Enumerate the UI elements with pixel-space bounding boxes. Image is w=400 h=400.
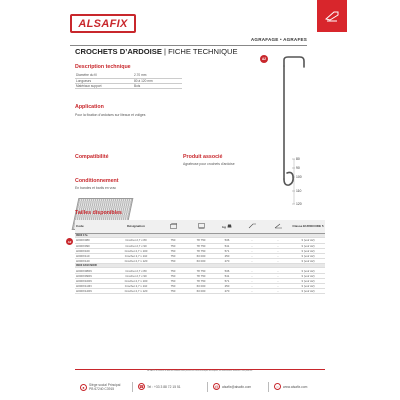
table-cell: H000X080N bbox=[75, 268, 113, 274]
table-cell: Crochet 2,7 x 110 bbox=[113, 253, 159, 258]
table-cell: 63 000 bbox=[187, 253, 215, 258]
conditionnement-heading: Conditionnement bbox=[75, 178, 119, 184]
footer-phone bbox=[138, 383, 181, 390]
table-cell: 3 (voir A2) bbox=[291, 274, 325, 279]
table-cell: 750 bbox=[159, 289, 187, 294]
table-cell: - bbox=[239, 237, 265, 243]
application-text: Pour la fixation d’ardoises sur liteaux et voliges bbox=[75, 113, 146, 117]
table-cell: 78 750 bbox=[187, 268, 215, 274]
dimension-label: 100 bbox=[296, 175, 302, 179]
header-divider bbox=[70, 45, 307, 46]
description-value: 2.70 mm bbox=[133, 73, 182, 78]
table-cell: 250 bbox=[215, 253, 239, 258]
table-cell: - bbox=[239, 279, 265, 284]
table-cell: Crochet 2,7 x 90 bbox=[113, 274, 159, 279]
table-cell: - bbox=[265, 279, 291, 284]
phone-icon: ☎ bbox=[139, 384, 144, 389]
sizes-body bbox=[75, 233, 325, 294]
brand-logo: ALSAFIX bbox=[70, 14, 136, 33]
table-cell: 63 000 bbox=[187, 258, 215, 263]
table-cell: H000X090N bbox=[75, 274, 113, 279]
table-cell: 536 bbox=[215, 237, 239, 243]
table-cell: Crochet 2,7 x 120 bbox=[113, 258, 159, 263]
conditionnement-text: En bandes et barils en vrac bbox=[75, 186, 117, 190]
hook-drawing bbox=[270, 54, 320, 216]
table-cell: 270 bbox=[215, 258, 239, 263]
dimension-label: 80 bbox=[296, 157, 300, 161]
table-cell: 78 750 bbox=[187, 279, 215, 284]
table-cell: Crochet 2,7 x 90 bbox=[113, 243, 159, 248]
table-cell: 250 bbox=[215, 284, 239, 289]
col-angle-icon bbox=[265, 220, 291, 233]
table-cell: 3 (voir A2) bbox=[291, 237, 325, 243]
email-icon: @ bbox=[214, 384, 219, 389]
footer-address bbox=[80, 383, 120, 391]
produit-heading: Produit associé bbox=[183, 154, 223, 160]
weight-icon bbox=[227, 223, 232, 228]
description-value: Bois bbox=[133, 83, 182, 88]
description-key: Diamètre du fil bbox=[75, 73, 133, 78]
table-cell: 750 bbox=[159, 253, 187, 258]
table-cell: 750 bbox=[159, 258, 187, 263]
description-value: 80 à 120 mm bbox=[133, 78, 182, 83]
sizes-table bbox=[75, 220, 325, 294]
table-cell: 63 000 bbox=[187, 289, 215, 294]
table-cell: 571 bbox=[215, 279, 239, 284]
table-cell: Crochet 2,7 x 100 bbox=[113, 248, 159, 253]
weight-label: kg bbox=[222, 225, 226, 230]
table-cell: - bbox=[239, 289, 265, 294]
description-key: Longueurs bbox=[75, 78, 133, 83]
location-icon: ● bbox=[80, 384, 87, 391]
col-pallet-icon bbox=[187, 220, 215, 233]
corner-tab bbox=[317, 0, 347, 32]
table-cell: 3 (voir A2) bbox=[291, 279, 325, 284]
footer-separator bbox=[132, 382, 133, 392]
footer-web[interactable] bbox=[274, 383, 307, 390]
footer-separator bbox=[207, 382, 208, 392]
table-cell: 541 bbox=[215, 274, 239, 279]
table-cell: H000X120 bbox=[75, 258, 113, 263]
group-label: INOX 18/10 NOIR bbox=[75, 263, 325, 267]
web-text[interactable]: www.alsafix.com bbox=[283, 384, 308, 389]
title-bold: CROCHETS D’ARDOISE bbox=[75, 47, 162, 56]
table-row bbox=[75, 289, 325, 294]
table-cell: H000X100 bbox=[75, 248, 113, 253]
table-cell: Crochet 2,7 x 110 bbox=[113, 284, 159, 289]
table-cell: - bbox=[239, 243, 265, 248]
table-cell: 750 bbox=[159, 248, 187, 253]
table-cell: 78 750 bbox=[187, 248, 215, 253]
table-cell: 63 000 bbox=[187, 284, 215, 289]
address-line-2: PB 67240 C3915 bbox=[89, 387, 115, 391]
table-cell: 750 bbox=[159, 279, 187, 284]
stapler-icon bbox=[325, 9, 339, 22]
table-cell: 78 750 bbox=[187, 274, 215, 279]
footer-notice: ALSAFIX se réserve le droit de modifier sans préavis les caractéristiques techniques, les informations relatives à ses produits. bbox=[147, 370, 253, 372]
footer-email[interactable] bbox=[213, 383, 251, 390]
angle-icon bbox=[274, 223, 283, 229]
table-cell: 3 (voir A2) bbox=[291, 284, 325, 289]
table-cell: - bbox=[239, 284, 265, 289]
globe-icon: ○ bbox=[274, 383, 281, 390]
table-cell: 3 (voir A2) bbox=[291, 289, 325, 294]
sizes-a2-badge: A2 bbox=[67, 239, 72, 244]
table-cell: 750 bbox=[159, 243, 187, 248]
table-cell: - bbox=[265, 268, 291, 274]
table-cell: 3 (voir A2) bbox=[291, 253, 325, 258]
table-cell: - bbox=[265, 289, 291, 294]
table-cell: Crochet 2,7 x 80 bbox=[113, 237, 159, 243]
col-box-icon bbox=[159, 220, 187, 233]
sizes-header-row bbox=[75, 220, 325, 233]
description-row bbox=[75, 83, 182, 88]
application-heading: Application bbox=[75, 104, 104, 110]
table-cell: 571 bbox=[215, 248, 239, 253]
table-cell: - bbox=[265, 284, 291, 289]
produit-text: Agrafeuse pour crochets d’ardoise bbox=[183, 162, 235, 166]
table-cell: 750 bbox=[159, 237, 187, 243]
group-label: INOX 17a bbox=[75, 233, 325, 237]
phone-text: Tel : +33 3 88 72 15 51 bbox=[147, 384, 181, 389]
pallet-icon bbox=[198, 223, 205, 229]
table-cell: - bbox=[265, 248, 291, 253]
description-heading: Description technique bbox=[75, 64, 131, 70]
table-cell: 750 bbox=[159, 274, 187, 279]
sizes-heading: Tailles disponibles bbox=[75, 210, 122, 216]
col-classe: Classe EUROCODE 5 bbox=[291, 220, 325, 233]
table-cell: - bbox=[239, 268, 265, 274]
col-code: Code bbox=[75, 220, 113, 233]
col-designation: Désignation bbox=[113, 220, 159, 233]
footer-separator bbox=[268, 382, 269, 392]
table-cell: Crochet 2,7 x 80 bbox=[113, 268, 159, 274]
address-block bbox=[89, 383, 120, 391]
table-cell: 3 (voir A2) bbox=[291, 243, 325, 248]
category-label: AGRAFAGE • AGRAFES bbox=[250, 37, 307, 42]
table-cell: H000X110N bbox=[75, 284, 113, 289]
table-cell: 541 bbox=[215, 243, 239, 248]
table-cell: Crochet 2,7 x 120 bbox=[113, 289, 159, 294]
table-cell: 536 bbox=[215, 268, 239, 274]
title-light: | FICHE TECHNIQUE bbox=[161, 47, 238, 56]
dimension-label: 90 bbox=[296, 166, 300, 170]
compatibilite-heading: Compatibilité bbox=[75, 154, 109, 160]
table-cell: H000X080 bbox=[75, 237, 113, 243]
table-cell: - bbox=[265, 258, 291, 263]
table-cell: 78 750 bbox=[187, 237, 215, 243]
table-cell: - bbox=[239, 274, 265, 279]
table-cell: - bbox=[239, 253, 265, 258]
description-table bbox=[75, 73, 182, 89]
a2-badge: A2 bbox=[261, 57, 267, 61]
table-cell: 3 (voir A2) bbox=[291, 268, 325, 274]
address-line-1: Siège social Principal bbox=[89, 383, 121, 387]
table-cell: - bbox=[265, 237, 291, 243]
table-cell: H000X110 bbox=[75, 253, 113, 258]
table-cell: 750 bbox=[159, 268, 187, 274]
table-cell: H000X090 bbox=[75, 243, 113, 248]
email-text[interactable]: alsafix@alsafix.com bbox=[222, 384, 252, 389]
table-cell: H000X120N bbox=[75, 289, 113, 294]
table-cell: 3 (voir A2) bbox=[291, 248, 325, 253]
table-cell: 78 750 bbox=[187, 243, 215, 248]
table-cell: 270 bbox=[215, 289, 239, 294]
table-cell: - bbox=[239, 248, 265, 253]
col-tool-icon bbox=[239, 220, 265, 233]
dimension-label: 110 bbox=[296, 189, 302, 193]
table-cell: 3 (voir A2) bbox=[291, 258, 325, 263]
table-cell: - bbox=[265, 253, 291, 258]
table-cell: - bbox=[239, 258, 265, 263]
dimension-label: 120 bbox=[296, 202, 302, 206]
table-cell: 750 bbox=[159, 284, 187, 289]
col-weight bbox=[215, 220, 239, 233]
tool-icon bbox=[248, 223, 257, 229]
table-cell: Crochet 2,7 x 100 bbox=[113, 279, 159, 284]
table-cell: - bbox=[265, 243, 291, 248]
page-title bbox=[75, 47, 238, 56]
box-icon bbox=[170, 223, 177, 229]
table-cell: H000X100N bbox=[75, 279, 113, 284]
table-cell: - bbox=[265, 274, 291, 279]
description-key: Matériaux support bbox=[75, 83, 133, 88]
